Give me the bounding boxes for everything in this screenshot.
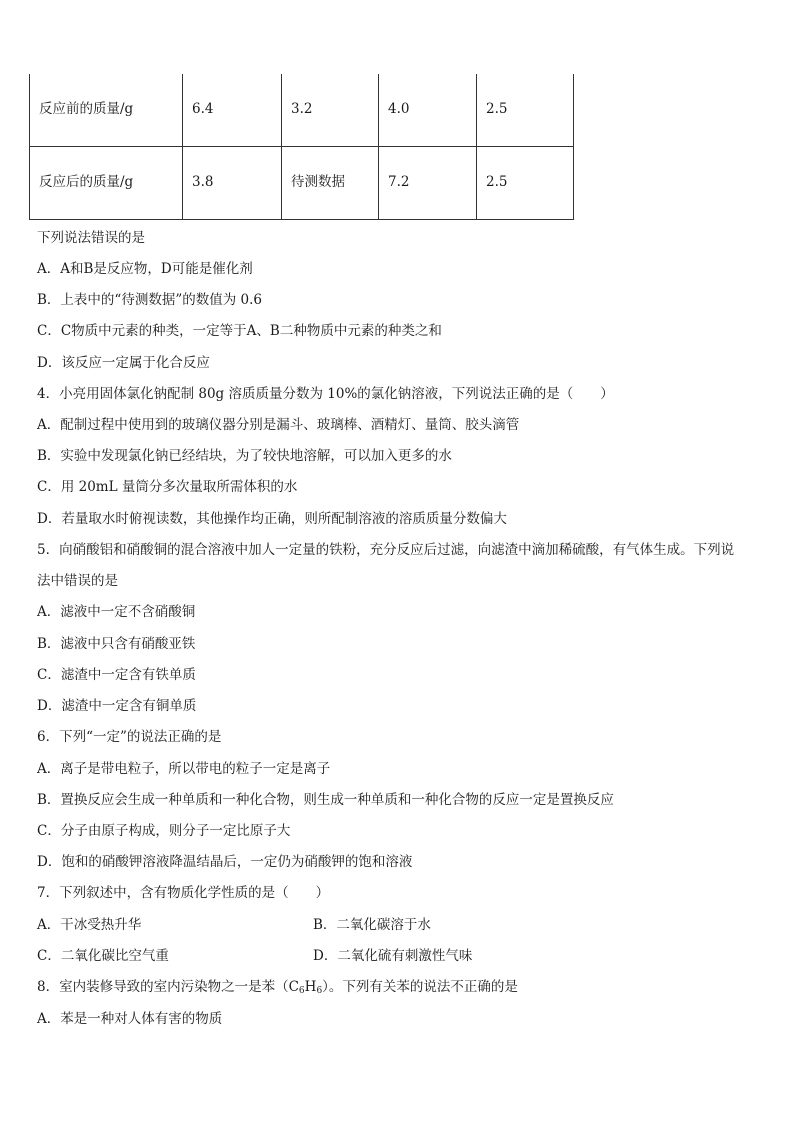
q3-stem: 下列说法错误的是 [37,230,145,246]
q3-option-c: C．C物质中元素的种类，一定等于A、B二种物质中元素的种类之和 [37,323,442,339]
q5-option-c: C．滤渣中一定含有铁单质 [37,667,196,683]
q3-option-d: D．该反应一定属于化合反应 [37,355,210,371]
q7-stem: 7．下列叙述中，含有物质化学性质的是（ ） [37,885,330,901]
table-row [30,74,574,147]
subscript: 6 [316,986,323,996]
q3-option-a: A．A和B是反应物，D可能是催化剂 [37,261,253,277]
q5-option-d: D．滤渣中一定含有铜单质 [37,698,197,714]
q8-stem-text: 8．室内装修导致的室内污染物之一是苯（C [37,979,299,995]
cell-c: 4.0 [379,74,477,147]
q4-option-a: A．配制过程中使用到的玻璃仪器分别是漏斗、玻璃棒、酒精灯、量筒、胶头滴管 [37,417,520,433]
q7-option-a: A．干冰受热升华 [37,917,142,933]
row-label: 反应后的质量/g [30,147,183,220]
q6-option-c: C．分子由原子构成，则分子一定比原子大 [37,823,291,839]
q7-option-b: B．二氧化碳溶于水 [313,917,431,933]
q7-option-d: D．二氧化硫有刺激性气味 [313,948,473,964]
row-label: 反应前的质量/g [30,74,183,147]
q4-option-d: D．若量取水时俯视读数，其他操作均正确，则所配制溶液的溶质质量分数偏大 [37,511,507,527]
q8-stem-text: H [304,979,317,995]
cell-d: 2.5 [477,74,574,147]
q4-option-c: C．用 20mL 量筒分多次量取所需体积的水 [37,479,298,495]
q4-stem: 4．小亮用固体氯化钠配制 80g 溶质质量分数为 10%的氯化钠溶液，下列说法正确的是（ ） [37,386,614,402]
q3-option-b: B．上表中的“待测数据”的数值为 0.6 [37,292,262,308]
q6-option-b: B．置换反应会生成一种单质和一种化合物，则生成一种单质和一种化合物的反应一定是置换反应 [37,792,614,808]
q4-option-b: B．实验中发现氯化钠已经结块，为了较快地溶解，可以加入更多的水 [37,448,452,464]
subscript: 6 [298,986,305,996]
q6-stem: 6．下列“一定”的说法正确的是 [37,729,222,745]
table-row [30,147,574,220]
q8-option-a: A．苯是一种对人体有害的物质 [37,1011,223,1027]
q6-option-a: A．离子是带电粒子，所以带电的粒子一定是离子 [37,761,331,777]
q8-stem-text: ）。下列有关苯的说法不正确的是 [322,979,518,995]
q7-option-c: C．二氧化碳比空气重 [37,948,169,964]
q5-stem-cont: 法中错误的是 [37,573,118,589]
cell-c: 7.2 [379,147,477,220]
cell-d: 2.5 [477,147,574,220]
cell-b: 3.2 [282,74,379,147]
q5-stem: 5．向硝酸铝和硝酸铜的混合溶液中加人一定量的铁粉，充分反应后过滤，向滤渣中滴加稀硫酸，有气体生成。下列说 [37,542,735,558]
cell-b: 待测数据 [282,147,379,220]
data-table [29,74,574,220]
cell-a: 3.8 [183,147,282,220]
cell-a: 6.4 [183,74,282,147]
q8-stem [37,978,518,1000]
q5-option-b: B．滤液中只含有硝酸亚铁 [37,636,196,652]
q5-option-a: A．滤液中一定不含硝酸铜 [37,604,196,620]
q6-option-d: D．饱和的硝酸钾溶液降温结晶后，一定仍为硝酸钾的饱和溶液 [37,854,413,870]
